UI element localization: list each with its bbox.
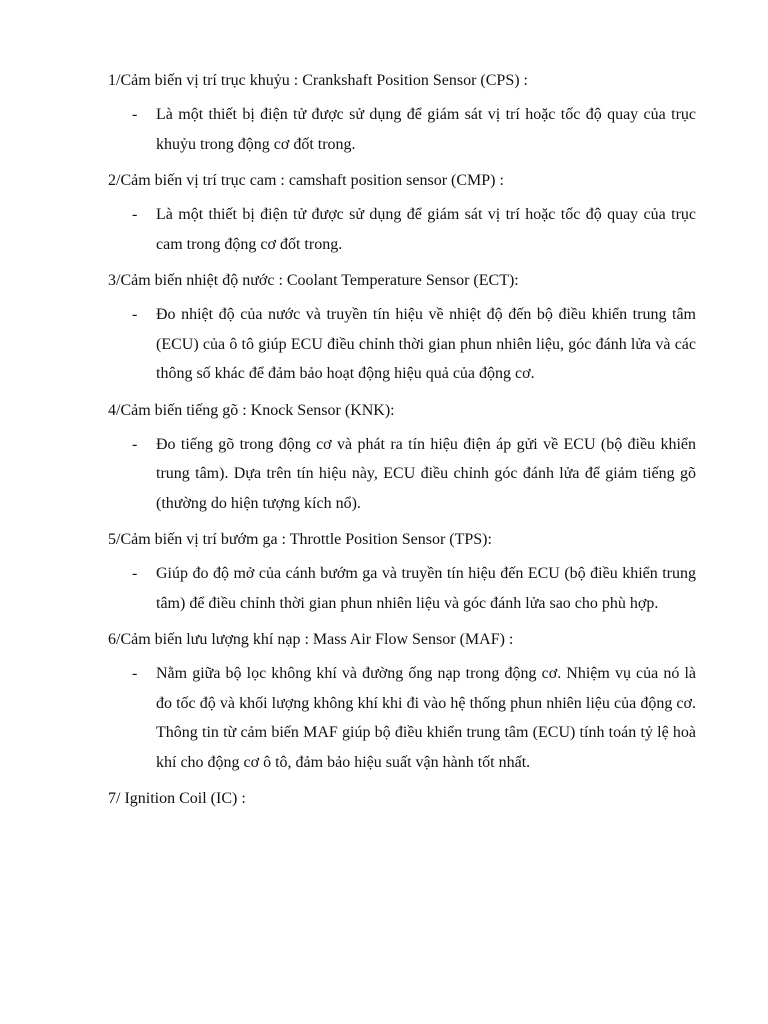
bullet-text: Là một thiết bị điện tử được sử dụng để giám sát vị trí hoặc tốc độ quay của trục khuỷu trong động cơ đốt trong. [156,106,696,153]
bullet-text: Đo tiếng gõ trong động cơ và phát ra tín hiệu điện áp gửi về ECU (bộ điều khiển trung tâm). Dựa trên tín hiệu này, ECU điều chỉnh góc đánh lửa để giảm tiếng gõ (thường do hiện tượng kích nổ). [156,435,696,512]
bullet-dash: - [132,665,138,682]
bullet-dash: - [132,306,138,323]
section-heading: 5/Cảm biến vị trí bướm ga : Throttle Position Sensor (TPS): [108,531,492,548]
bullet-item [108,100,696,159]
section-maf-sensor [108,625,696,777]
bullet-text: Đo nhiệt độ của nước và truyền tín hiệu về nhiệt độ đến bộ điều khiển trung tâm (ECU) của ô tô giúp ECU điều chỉnh thời gian phun nhiên liệu, góc đánh lửa và các thông số khác để đảm bảo hoạt động hiệu quả của động cơ. [156,306,696,382]
document-body [108,66,696,813]
section-heading: 1/Cảm biến vị trí trục khuỷu : Crankshaft Position Sensor (CPS) : [108,72,528,89]
section-camshaft-sensor [108,166,696,259]
bullet-item [108,300,696,389]
bullet-item [108,200,696,259]
section-heading: 2/Cảm biến vị trí trục cam : camshaft position sensor (CMP) : [108,172,504,189]
section-crankshaft-sensor [108,66,696,159]
section-knock-sensor [108,396,696,519]
section-heading: 7/ Ignition Coil (IC) : [108,790,246,807]
bullet-dash: - [132,206,138,223]
bullet-text: Giúp đo độ mở của cánh bướm ga và truyền tín hiệu đến ECU (bộ điều khiển trung tâm) để điều chỉnh thời gian phun nhiên liệu và góc đánh lửa sao cho phù hợp. [156,565,696,612]
bullet-item [108,430,696,519]
section-ignition-coil [108,784,696,813]
section-heading: 6/Cảm biến lưu lượng khí nạp : Mass Air Flow Sensor (MAF) : [108,631,514,648]
bullet-item [108,659,696,777]
section-heading: 3/Cảm biến nhiệt độ nước : Coolant Temperature Sensor (ECT): [108,272,519,289]
bullet-text: Nằm giữa bộ lọc không khí và đường ống nạp trong động cơ. Nhiệm vụ của nó là đo tốc độ và khối lượng không khí khi đi vào hệ thống phun nhiên liệu của động cơ. Thông tin từ cảm biến MAF giúp bộ điều khiển trung tâm (ECU) tính toán tỷ lệ hoà khí cho động cơ ô tô, đảm bảo hiệu suất vận hành tốt nhất. [156,665,696,771]
bullet-item [108,559,696,618]
section-heading: 4/Cảm biến tiếng gõ : Knock Sensor (KNK): [108,401,395,419]
bullet-text: Là một thiết bị điện tử được sử dụng để giám sát vị trí hoặc tốc độ quay của trục cam trong động cơ đốt trong. [156,206,696,253]
bullet-dash: - [132,565,138,582]
bullet-dash: - [132,106,138,123]
bullet-dash: - [132,435,138,453]
section-throttle-sensor [108,525,696,618]
section-coolant-sensor [108,266,696,389]
